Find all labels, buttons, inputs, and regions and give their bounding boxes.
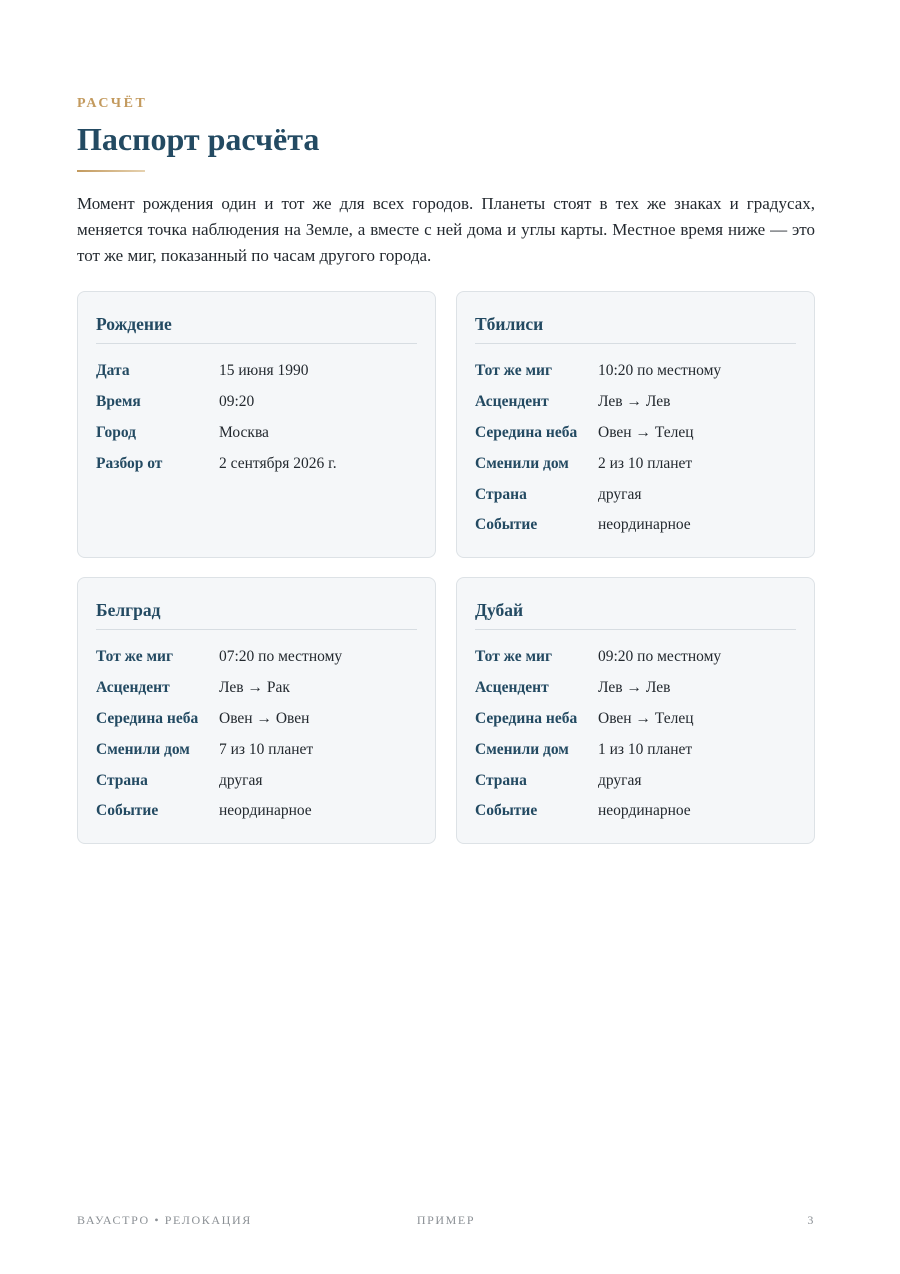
row-value: неординарное xyxy=(219,802,312,820)
card-row xyxy=(475,642,796,673)
card-row xyxy=(96,734,417,765)
row-key: Середина неба xyxy=(475,709,578,727)
row-value: 09:20 xyxy=(219,393,255,411)
section-eyebrow: РАСЧЁТ xyxy=(77,96,148,111)
row-key: Асцендент xyxy=(475,393,549,411)
row-value: 2 сентября 2026 г. xyxy=(219,454,337,472)
row-key: Событие xyxy=(475,516,538,534)
card-row xyxy=(96,356,417,387)
card-row xyxy=(475,796,796,827)
row-key: Страна xyxy=(96,771,148,789)
row-value: 15 июня 1990 xyxy=(219,362,309,380)
row-value: 07:20 по местному xyxy=(219,648,343,666)
row-value: 1 из 10 планет xyxy=(598,740,693,758)
row-key: Дата xyxy=(96,362,130,380)
row-value: 2 из 10 планет xyxy=(598,454,693,472)
card-row xyxy=(96,765,417,796)
row-value: другая xyxy=(598,485,642,503)
card-title: Рождение xyxy=(96,313,417,344)
card-birth xyxy=(77,291,436,558)
card-row xyxy=(475,479,796,510)
card-title: Белград xyxy=(96,599,417,630)
page-content xyxy=(77,96,815,844)
card-row xyxy=(475,510,796,541)
card-row xyxy=(96,642,417,673)
row-value: неординарное xyxy=(598,802,691,820)
row-key: Разбор от xyxy=(96,454,163,472)
row-key: Сменили дом xyxy=(475,454,569,472)
card-dubai xyxy=(456,577,815,844)
footer-brand: ВАУАСТРО • РЕЛОКАЦИЯ xyxy=(77,1213,252,1227)
row-value: другая xyxy=(598,771,642,789)
row-value: неординарное xyxy=(598,516,691,534)
footer-label: ПРИМЕР xyxy=(416,1213,476,1227)
card-row xyxy=(475,765,796,796)
card-tbilisi xyxy=(456,291,815,558)
row-value: Лев → Лев xyxy=(598,393,671,411)
card-row xyxy=(96,448,417,479)
row-key: Асцендент xyxy=(96,679,170,697)
page-number: 3 xyxy=(807,1213,815,1227)
row-value: 7 из 10 планет xyxy=(219,740,314,758)
row-key: Тот же миг xyxy=(475,362,552,380)
row-key: Середина неба xyxy=(475,423,578,441)
card-row xyxy=(475,673,796,704)
card-row xyxy=(96,673,417,704)
card-rows xyxy=(475,642,796,827)
row-key: Тот же миг xyxy=(96,648,173,666)
card-rows xyxy=(96,642,417,827)
card-rows xyxy=(96,356,417,479)
row-key: Город xyxy=(96,423,137,441)
card-rows xyxy=(475,356,796,541)
page-title: Паспорт расчёта xyxy=(77,121,320,157)
row-key: Время xyxy=(96,393,141,411)
card-row xyxy=(96,418,417,449)
card-title: Тбилиси xyxy=(475,313,796,344)
row-value: Овен → Овен xyxy=(219,709,310,727)
row-value: Москва xyxy=(219,423,269,441)
row-value: Овен → Телец xyxy=(598,709,694,727)
card-row xyxy=(475,704,796,735)
row-key: Страна xyxy=(475,771,527,789)
card-row xyxy=(475,418,796,449)
row-key: Асцендент xyxy=(475,679,549,697)
intro-paragraph: Момент рождения один и тот же для всех городов. Планеты стоят в тех же знаках и градусах, меняется точка наблюдения на Земле, а вместе с ней дома и углы карты. Местное время ниже — это тот же миг, показанный по часам другого города. xyxy=(77,194,815,265)
row-key: Событие xyxy=(96,802,159,820)
row-value: другая xyxy=(219,771,263,789)
cards-grid xyxy=(77,291,815,844)
row-value: Овен → Телец xyxy=(598,423,694,441)
title-underline xyxy=(77,170,145,172)
card-row xyxy=(96,704,417,735)
row-key: Сменили дом xyxy=(475,740,569,758)
row-value: Лев → Рак xyxy=(219,679,290,697)
card-row xyxy=(475,356,796,387)
row-key: Событие xyxy=(475,802,538,820)
card-row xyxy=(96,387,417,418)
row-key: Середина неба xyxy=(96,709,199,727)
card-belgrade xyxy=(77,577,436,844)
card-row xyxy=(475,448,796,479)
row-key: Тот же миг xyxy=(475,648,552,666)
row-value: 09:20 по местному xyxy=(598,648,722,666)
card-row xyxy=(475,734,796,765)
row-key: Сменили дом xyxy=(96,740,190,758)
card-row xyxy=(96,796,417,827)
row-value: 10:20 по местному xyxy=(598,362,722,380)
card-row xyxy=(475,387,796,418)
row-value: Лев → Лев xyxy=(598,679,671,697)
card-title: Дубай xyxy=(475,599,796,630)
row-key: Страна xyxy=(475,485,527,503)
